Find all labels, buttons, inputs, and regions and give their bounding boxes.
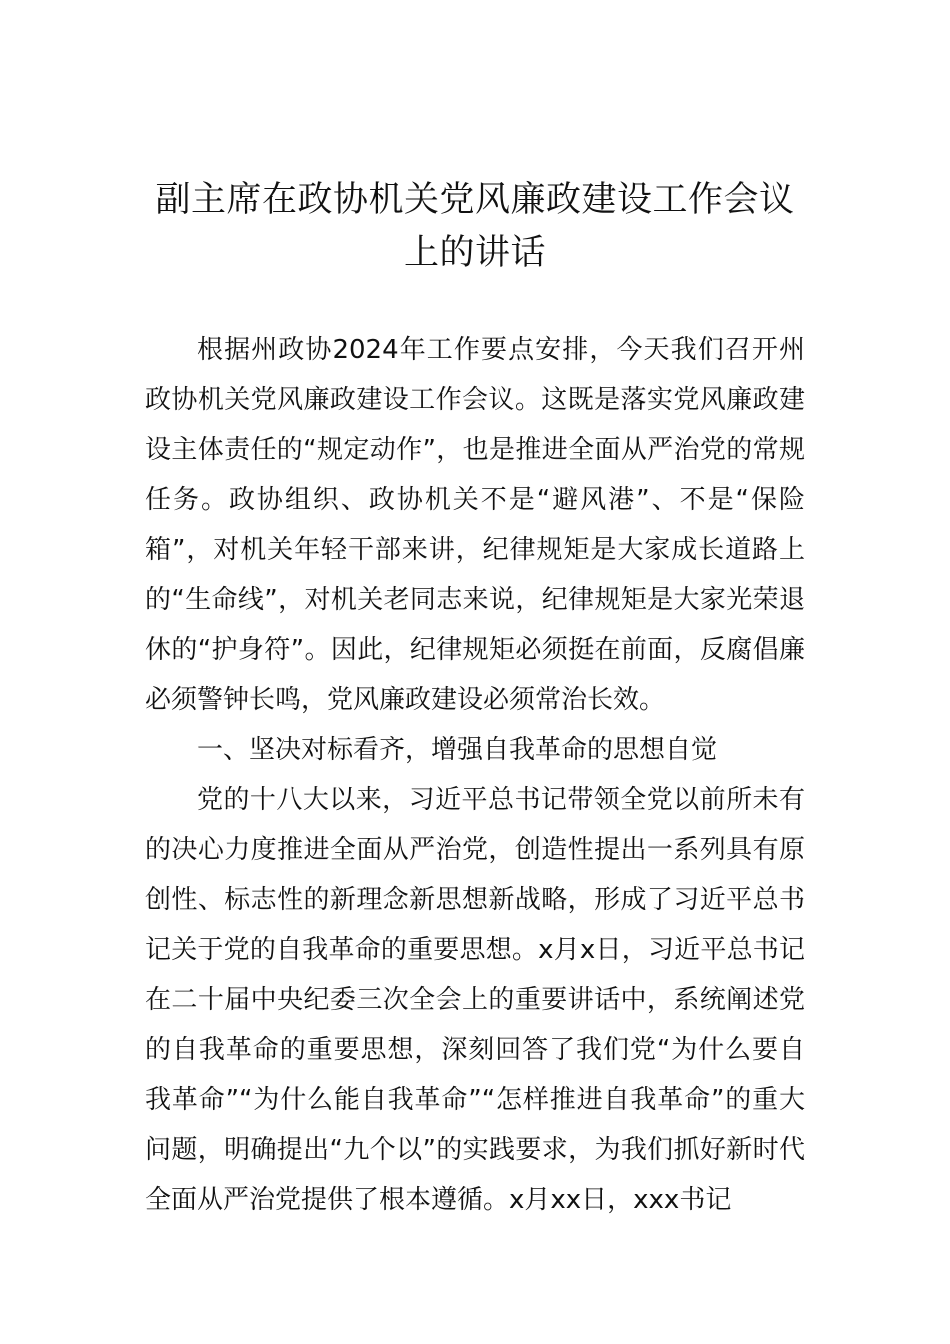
title-line-2: 上的讲话 [403, 233, 546, 273]
document-title [145, 174, 805, 280]
intro-paragraph: 根据州政协2024年工作要点安排，今天我们召开州政协机关党风廉政建设工作会议。这既是落实党风廉政建设主体责任的“规定动作”，也是推进全面从严治党的常规任务。政协组织、政协机关不是“避风港”、不是“保险箱”，对机关年轻干部来讲，纪律规矩是大家成长道路上的“生命线”，对机关老同志来说，纪律规矩是大家光荣退休的“护身符”。因此，纪律规矩必须挺在前面，反腐倡廉必须警钟长鸣，党风廉政建设必须常治长效。 [145, 335, 805, 715]
document-body [145, 325, 805, 1225]
section-heading-1: 一、坚决对标看齐，增强自我革命的思想自觉 [197, 735, 718, 765]
title-line-1: 副主席在政协机关党风廉政建设工作会议 [155, 180, 795, 220]
section-1-paragraph: 党的十八大以来，习近平总书记带领全党以前所未有的决心力度推进全面从严治党，创造性提出一系列具有原创性、标志性的新理念新思想新战略，形成了习近平总书记关于党的自我革命的重要思想。x月x日，习近平总书记在二十届中央纪委三次全会上的重要讲话中，系统阐述党的自我革命的重要思想，深刻回答了我们党“为什么要自我革命”“为什么能自我革命”“怎样推进自我革命”的重大问题，明确提出“九个以”的实践要求，为我们抓好新时代全面从严治党提供了根本遵循。x月xx日，xxx书记 [145, 785, 805, 1215]
